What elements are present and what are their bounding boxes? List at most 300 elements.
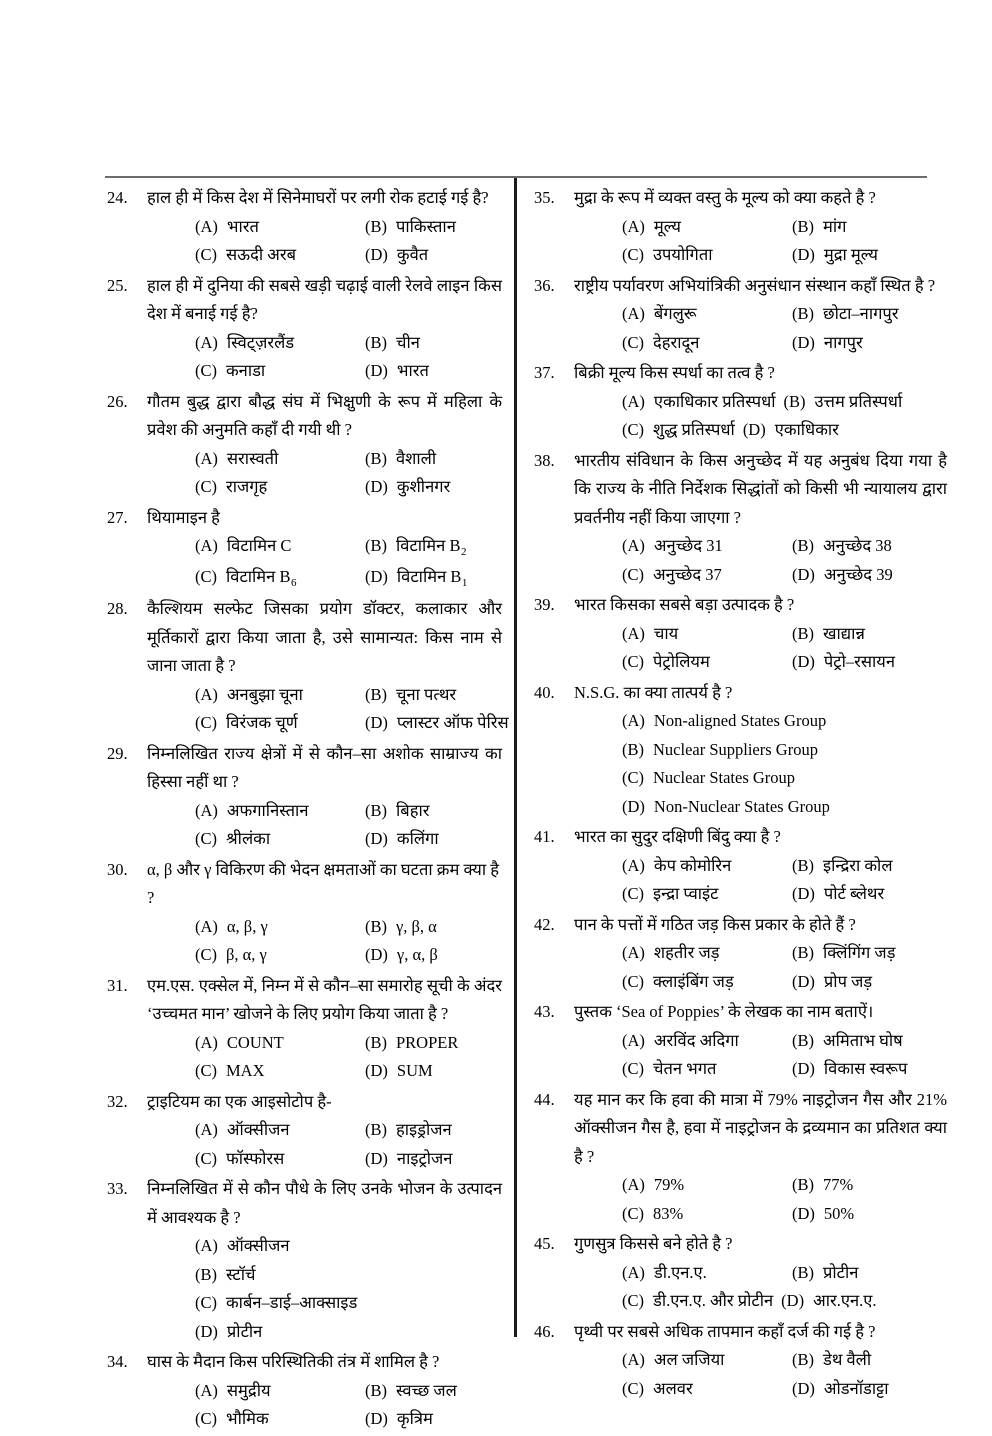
option[interactable] <box>195 1057 365 1086</box>
option-list <box>574 707 947 821</box>
question-block <box>105 184 502 270</box>
left-question-column <box>0 184 514 1436</box>
option-text: फॉस्फोरस <box>226 1148 285 1168</box>
option-text: 77% <box>823 1175 854 1194</box>
option[interactable] <box>195 1289 502 1318</box>
option[interactable] <box>365 1116 452 1145</box>
option-text: उपयोगिता <box>653 245 713 264</box>
question-block <box>105 388 502 502</box>
option-label: (C) <box>622 971 644 991</box>
question-body <box>147 272 502 386</box>
question-body <box>574 1086 947 1229</box>
question-number: 26. <box>107 391 128 411</box>
option-row <box>622 968 947 997</box>
option[interactable] <box>195 1405 365 1434</box>
option-label: (A) <box>622 1350 645 1369</box>
option-text: विटामिन $B_2$ <box>396 536 467 558</box>
question-number: 24. <box>107 188 128 207</box>
option-label: (A) <box>622 623 645 643</box>
option-label: (B) <box>792 304 814 323</box>
option-text: 50% <box>823 1203 855 1223</box>
option-row <box>195 473 502 502</box>
option[interactable] <box>781 1287 876 1316</box>
option-label: (A) <box>195 684 218 704</box>
option[interactable] <box>622 707 947 736</box>
option-text: Nuclear Suppliers Group <box>653 739 818 759</box>
option-label: (D) <box>622 796 645 816</box>
option-list <box>147 213 502 270</box>
option-label: (A) <box>622 1175 645 1194</box>
question-number: 31. <box>107 975 128 995</box>
option[interactable] <box>365 1405 433 1434</box>
option-text: मांग <box>823 216 847 236</box>
option[interactable] <box>195 473 365 502</box>
option-text: PROPER <box>396 1032 459 1052</box>
option-row <box>195 1116 502 1145</box>
option[interactable] <box>792 939 896 968</box>
option-row <box>622 1375 947 1404</box>
question-body <box>574 447 947 590</box>
option-label: (B) <box>365 684 387 704</box>
question-number: 45. <box>534 1234 555 1253</box>
option-label: (C) <box>195 713 217 732</box>
option-label: (D) <box>365 245 388 264</box>
option-row <box>195 532 502 563</box>
option[interactable] <box>195 357 365 386</box>
option-text: 79% <box>653 1175 685 1194</box>
option[interactable] <box>622 852 792 881</box>
option-list <box>147 532 502 593</box>
option-label: (B) <box>792 216 814 236</box>
option-text: विटामिन C <box>226 536 292 555</box>
question-body <box>574 823 947 909</box>
option-label: (A) <box>622 1030 645 1050</box>
option-subscript: 1 <box>461 576 468 589</box>
question-body <box>147 595 509 738</box>
option-row <box>195 913 502 942</box>
option-label: (A) <box>195 1032 218 1052</box>
option-label: (B) <box>365 332 387 352</box>
option-label: (A) <box>195 1236 218 1255</box>
option-text: स्वच्छ जल <box>396 1380 457 1400</box>
question-number: 30. <box>107 859 128 879</box>
option-list <box>147 445 502 502</box>
option-label: (B) <box>792 943 814 962</box>
option-text: Non-Nuclear States Group <box>653 796 830 816</box>
option-text: उत्तम प्रतिस्पर्धा <box>814 391 903 411</box>
option-list <box>574 1171 947 1228</box>
option[interactable] <box>195 1145 365 1174</box>
question-block <box>532 1230 947 1316</box>
option-label: (C) <box>622 1378 644 1398</box>
question-body <box>574 1230 947 1316</box>
option-list <box>574 532 947 589</box>
option-list <box>574 852 947 909</box>
question-text: पुस्तक ‘Sea of Poppies’ के लेखक का नाम बताऐं। <box>574 1002 874 1021</box>
option[interactable] <box>365 1145 452 1174</box>
question-block <box>532 823 947 909</box>
option-list <box>147 913 502 970</box>
option[interactable] <box>195 1261 502 1290</box>
option[interactable] <box>365 1029 458 1058</box>
option-text: भौमिक <box>226 1409 269 1428</box>
option-label: (D) <box>792 884 815 903</box>
question-number: 36. <box>534 275 555 295</box>
option-row <box>195 709 509 738</box>
option-label: (C) <box>195 1293 217 1312</box>
option[interactable] <box>792 1200 854 1229</box>
option-text: केप कोमोरिन <box>653 855 732 875</box>
option-text: अनुच्छेद 38 <box>823 536 892 555</box>
option-row <box>622 416 947 445</box>
option[interactable] <box>195 241 365 270</box>
option[interactable] <box>195 941 365 970</box>
option-label: (D) <box>365 945 388 964</box>
option[interactable] <box>365 563 467 594</box>
option[interactable] <box>622 300 792 329</box>
option-label: (C) <box>195 477 217 496</box>
option-label: (D) <box>792 1378 815 1398</box>
question-block <box>532 591 947 677</box>
option-label: (B) <box>365 536 387 555</box>
option[interactable] <box>792 1027 903 1056</box>
option[interactable] <box>792 300 899 329</box>
option-label: (C) <box>622 652 644 671</box>
option-label: (B) <box>792 855 814 875</box>
option-text: चाय <box>653 623 679 643</box>
option-text: डेथ वैली <box>823 1350 872 1369</box>
option[interactable] <box>622 1055 792 1084</box>
option-row <box>622 213 947 242</box>
option[interactable] <box>622 880 792 909</box>
option-list <box>147 1116 502 1173</box>
option[interactable] <box>792 241 878 270</box>
option-text: पेट्रो–रसायन <box>823 652 896 671</box>
option-text: स्विट्ज़रलैंड <box>226 332 295 352</box>
option[interactable] <box>622 561 792 590</box>
option-label: (C) <box>195 1409 217 1428</box>
option[interactable] <box>195 563 365 594</box>
question-text: गौतम बुद्ध द्वारा बौद्ध संघ में भिक्षुणी के रूप में महिला के प्रवेश की अनुमति कहाँ दी गयी थी ? <box>147 391 502 439</box>
question-block <box>532 1086 947 1229</box>
option[interactable] <box>622 532 792 561</box>
question-text: भारतीय संविधान के किस अनुच्छेद में यह अनुबंध दिया गया है कि राज्य के नीति निर्देशक सिद्धांतों को किसी भी न्यायालय द्वारा प्रवर्तनीय नहीं किया जाएगा ? <box>574 450 947 527</box>
option[interactable] <box>622 388 784 417</box>
option-list <box>147 681 509 738</box>
option-list <box>574 939 947 996</box>
option[interactable] <box>792 880 884 909</box>
question-block <box>532 272 947 358</box>
option-label: (D) <box>792 245 815 264</box>
option-list <box>574 388 947 445</box>
question-number: 32. <box>107 1091 128 1111</box>
option-label: (A) <box>195 332 218 352</box>
question-number: 43. <box>534 1002 555 1021</box>
question-columns <box>0 184 992 1436</box>
option-label: (A) <box>622 943 645 962</box>
option-label: (D) <box>742 420 766 439</box>
option[interactable] <box>365 709 509 738</box>
question-number: 42. <box>534 914 555 934</box>
option[interactable] <box>743 416 839 445</box>
option-text: हाइड्रोजन <box>396 1120 452 1139</box>
option[interactable] <box>622 968 792 997</box>
option[interactable] <box>195 797 365 826</box>
question-body <box>574 184 947 270</box>
option-row <box>622 880 947 909</box>
option[interactable] <box>792 1055 907 1084</box>
option-text: SUM <box>396 1061 433 1080</box>
option-label: (B) <box>792 1262 814 1282</box>
question-text: निम्नलिखित राज्य क्षेत्रों में से कौन–सा अशोक साम्राज्य का हिस्सा नहीं था ? <box>147 743 502 791</box>
option-text: डी.एन.ए. और प्रोटीन <box>653 1291 774 1310</box>
question-number: 25. <box>107 275 128 295</box>
option-text: 83% <box>653 1203 684 1223</box>
option-label: (C) <box>195 361 217 380</box>
option-row <box>195 1029 502 1058</box>
question-body <box>574 591 947 677</box>
option[interactable] <box>792 561 893 590</box>
option-row <box>622 561 947 590</box>
option[interactable] <box>365 213 456 242</box>
option[interactable] <box>195 825 365 854</box>
option-label: (D) <box>365 829 388 848</box>
option[interactable] <box>792 329 863 358</box>
option[interactable] <box>365 825 439 854</box>
option[interactable] <box>195 709 365 738</box>
option-text: डी.एन.ए. <box>653 1262 707 1282</box>
option[interactable] <box>195 1029 365 1058</box>
option[interactable] <box>195 329 365 358</box>
question-block <box>532 679 947 822</box>
option-text: विकास स्वरूप <box>823 1059 908 1078</box>
option[interactable] <box>365 445 436 474</box>
option[interactable] <box>622 620 792 649</box>
option[interactable] <box>792 1346 871 1375</box>
option-label: (A) <box>622 855 645 875</box>
question-text: यह मान कर कि हवा की मात्रा में 79% नाइट्रोजन गैस और 21% ऑक्सीजन गैस है, हवा में नाइट्रोजन के द्रव्यमान का प्रतिशत क्या है ? <box>574 1089 947 1166</box>
option[interactable] <box>622 939 792 968</box>
question-number: 29. <box>107 743 128 763</box>
option-row <box>622 939 947 968</box>
option-label: (C) <box>622 1291 644 1310</box>
question-text: हाल ही में दुनिया की सबसे खड़ी चढ़ाई वाली रेलवे लाइन किस देश में बनाई गई है? <box>147 275 502 323</box>
question-body <box>574 679 947 822</box>
option-label: (B) <box>792 1350 814 1369</box>
option-text: एकाधिकार <box>774 420 839 439</box>
question-number: 44. <box>534 1089 555 1109</box>
question-body <box>574 359 947 445</box>
question-body <box>147 1348 502 1434</box>
option[interactable] <box>365 241 428 270</box>
option[interactable] <box>792 213 846 242</box>
option-text: कनाडा <box>226 361 266 380</box>
option[interactable] <box>792 1171 853 1200</box>
option-row <box>195 563 502 594</box>
option-text: अरविंद अदिगा <box>653 1030 739 1050</box>
option-row <box>622 532 947 561</box>
option[interactable] <box>622 1171 792 1200</box>
option-label: (A) <box>195 1380 218 1400</box>
option-text: आर.एन.ए. <box>813 1291 877 1310</box>
option-text: स्टॉर्च <box>226 1264 256 1284</box>
option-text: छोटा–नागपुर <box>823 304 899 323</box>
question-text: हाल ही में किस देश में सिनेमाघरों पर लगी रोक हटाई गई है? <box>147 188 489 207</box>
option-text: प्लास्टर ऑफ पेरिस <box>396 713 509 732</box>
option-label: (C) <box>195 245 217 264</box>
question-body <box>147 1175 502 1346</box>
option-label: (A) <box>195 536 218 555</box>
question-block <box>105 972 502 1086</box>
question-text: N.S.G. का क्या तात्पर्य है ? <box>574 682 733 702</box>
option-text: इन्द्रिरा कोल <box>823 855 893 875</box>
option-list <box>574 300 947 357</box>
option-text: पाकिस्तान <box>396 216 456 236</box>
option-label: (B) <box>365 216 387 236</box>
option-text: भारत <box>226 216 259 236</box>
question-block <box>105 504 502 594</box>
option[interactable] <box>365 1057 433 1086</box>
option-text: γ, α, β <box>396 945 438 964</box>
option-label: (C) <box>622 1059 644 1078</box>
option-text: नागपुर <box>823 332 863 352</box>
option[interactable] <box>195 1232 502 1261</box>
option[interactable] <box>622 764 947 793</box>
option[interactable] <box>365 681 456 710</box>
option-list <box>574 1346 947 1403</box>
option[interactable] <box>622 416 743 445</box>
option-row <box>195 1405 502 1434</box>
option-row <box>622 241 947 270</box>
option[interactable] <box>792 532 892 561</box>
option-label: (B) <box>195 1264 217 1284</box>
option-row <box>622 300 947 329</box>
option-label: (C) <box>622 884 644 903</box>
option[interactable] <box>792 1259 858 1288</box>
option[interactable] <box>622 213 792 242</box>
question-number: 46. <box>534 1321 555 1341</box>
option[interactable] <box>792 648 895 677</box>
option[interactable] <box>622 1346 792 1375</box>
option-text: चीन <box>396 332 420 352</box>
option[interactable] <box>622 1200 792 1229</box>
option[interactable] <box>792 968 872 997</box>
option-label: (D) <box>792 332 815 352</box>
option-row <box>622 1287 947 1316</box>
option[interactable] <box>622 1259 792 1288</box>
option[interactable] <box>365 797 429 826</box>
option[interactable] <box>784 388 903 417</box>
option-label: (D) <box>792 1203 815 1223</box>
option-text: अनबुझा चूना <box>226 684 303 704</box>
option-text: कार्बन–डाई–आक्साइड <box>226 1293 358 1312</box>
question-text: बिक्री मूल्य किस स्पर्धा का तत्व है ? <box>574 363 775 382</box>
question-body <box>147 1088 502 1174</box>
option-row <box>622 388 947 417</box>
option[interactable] <box>622 1287 781 1316</box>
option-label: (D) <box>365 1409 388 1428</box>
option[interactable] <box>622 1375 792 1404</box>
option-list <box>147 1377 502 1434</box>
option[interactable] <box>792 852 893 881</box>
option[interactable] <box>365 473 450 502</box>
option-row <box>195 329 502 358</box>
option[interactable] <box>365 357 429 386</box>
option-row <box>195 241 502 270</box>
option-label: (B) <box>792 536 814 555</box>
question-block <box>105 740 502 854</box>
option[interactable] <box>622 736 947 765</box>
option-label: (A) <box>195 916 218 936</box>
option-row <box>195 825 502 854</box>
option-text: COUNT <box>226 1032 284 1052</box>
question-block <box>532 1318 947 1404</box>
option[interactable] <box>195 1377 365 1406</box>
option-label: (B) <box>365 916 387 936</box>
option[interactable] <box>622 329 792 358</box>
option[interactable] <box>365 1377 457 1406</box>
option-text: कुशीनगर <box>396 477 451 496</box>
option-list <box>147 1029 502 1086</box>
question-body <box>147 504 502 594</box>
option-list <box>147 329 502 386</box>
option-row <box>622 648 947 677</box>
option-label: (B) <box>792 623 814 643</box>
question-text: थियामाइन है <box>147 507 220 527</box>
option-label: (B) <box>792 1030 814 1050</box>
option-text: इन्द्रा प्वाइंट <box>653 884 719 903</box>
option-text: ओडनॉडाट्टा <box>823 1378 889 1398</box>
option-text: चेतन भगत <box>653 1059 717 1078</box>
question-text: राष्ट्रीय पर्यावरण अभियांत्रिकी अनुसंधान संस्थान कहाँ स्थित है ? <box>574 275 936 295</box>
option[interactable] <box>195 445 365 474</box>
option[interactable] <box>365 941 438 970</box>
option[interactable] <box>195 1116 365 1145</box>
question-body <box>574 911 947 997</box>
option[interactable] <box>365 913 437 942</box>
option[interactable] <box>195 913 365 942</box>
option[interactable] <box>622 793 947 822</box>
option[interactable] <box>195 532 365 561</box>
option[interactable] <box>792 620 865 649</box>
option-label: (B) <box>365 448 387 468</box>
option-text: सरास्वती <box>226 448 279 468</box>
option[interactable] <box>195 213 365 242</box>
option[interactable] <box>622 648 792 677</box>
option[interactable] <box>365 532 466 563</box>
option[interactable] <box>792 1375 889 1404</box>
option[interactable] <box>622 1027 792 1056</box>
option-row <box>195 1145 502 1174</box>
question-body <box>147 740 502 854</box>
option[interactable] <box>365 329 420 358</box>
option-text: अफगानिस्तान <box>226 800 309 820</box>
option-list <box>147 1232 502 1346</box>
question-number: 27. <box>107 507 128 527</box>
option[interactable] <box>622 241 792 270</box>
option-row <box>195 445 502 474</box>
option-row <box>195 941 502 970</box>
option[interactable] <box>195 1318 502 1347</box>
option-row <box>195 213 502 242</box>
option-text: नाइट्रोजन <box>396 1148 453 1168</box>
option-text: अल जजिया <box>653 1350 725 1369</box>
option[interactable] <box>195 681 365 710</box>
question-text: पान के पत्तों में गठित जड़ किस प्रकार के होते हैं ? <box>574 914 856 934</box>
option-label: (D) <box>792 652 815 671</box>
option-text: अनुच्छेद 37 <box>653 564 722 584</box>
question-text: भारत का सुदुर दक्षिणी बिंदु क्या है ? <box>574 827 781 846</box>
